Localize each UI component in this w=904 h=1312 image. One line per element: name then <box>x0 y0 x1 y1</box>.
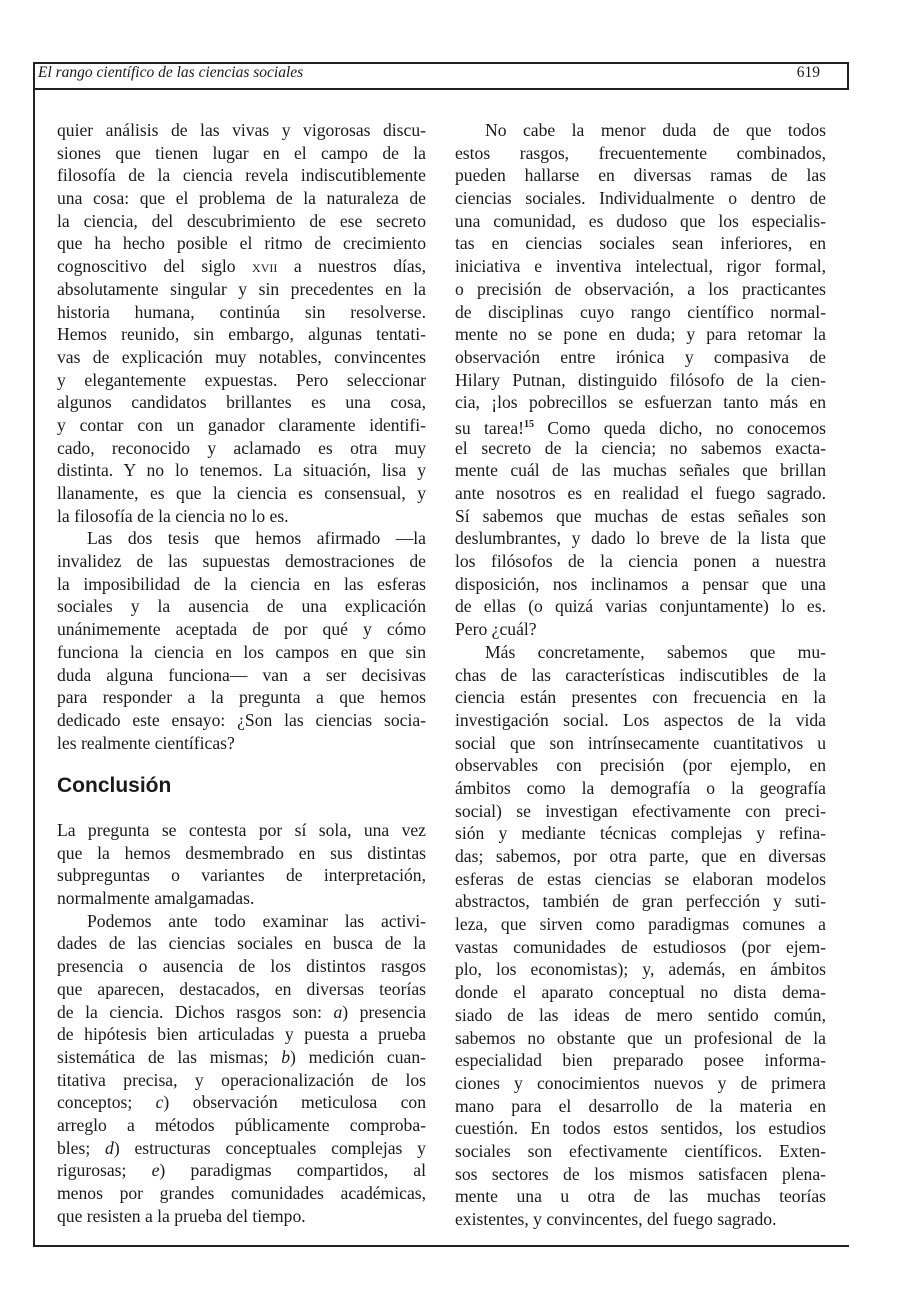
paragraph <box>455 119 826 641</box>
text-line: los filósofos de la ciencia ponen a nuestra <box>455 551 826 572</box>
enumeration-letter: b <box>281 1046 290 1067</box>
text-segment: bles; <box>57 1137 106 1158</box>
enumeration-letter: e <box>151 1160 160 1181</box>
text-segment: a nuestros días, <box>277 256 426 277</box>
text-line: normalmente amalgamadas. <box>57 888 255 909</box>
text-line: que ha hecho posible el ritmo de crecimiento <box>57 233 426 254</box>
text-line: y contar con un ganador claramente identifi- <box>57 414 426 435</box>
frame-right-rule <box>847 62 849 90</box>
text-line: mente una u otra de las muchas teorías <box>455 1186 826 1207</box>
running-title: El rango científico de las ciencias sociales <box>38 64 304 81</box>
text-line: una comunidad, es dudoso que los especialis- <box>455 210 826 231</box>
text-line: observación entre irónica y compasiva de <box>455 346 826 367</box>
text-line: cia, ¡los pobrecillos se esfuerzan tanto más en <box>455 392 826 413</box>
text-line: Hilary Putnan, distinguido filósofo de la cien- <box>455 369 826 390</box>
text-segment: ) medición cuan- <box>289 1046 426 1067</box>
enumeration-letter: d <box>105 1137 114 1158</box>
text-line <box>57 1091 426 1114</box>
text-line: sociales son efectivamente científicos. Exten- <box>455 1140 826 1161</box>
paragraph <box>57 527 426 754</box>
text-line: dades de las ciencias sociales en busca de la <box>57 933 426 954</box>
text-line <box>57 1046 426 1069</box>
text-line: o precisión de observación, a los practicantes <box>455 278 826 299</box>
text-line: Podemos ante todo examinar las activi- <box>87 910 426 931</box>
text-line: iniciativa e inventiva intelectual, rigor formal, <box>455 256 826 277</box>
text-segment: xvii <box>252 256 278 277</box>
text-line: deslumbrantes, y dado lo breve de la lista que <box>455 528 826 549</box>
text-segment: ) paradigmas compartidos, al <box>159 1160 427 1181</box>
text-line: dedicado este ensayo: ¿Son las ciencias socia- <box>57 709 426 730</box>
enumeration-letter: c <box>155 1092 164 1113</box>
text-line: titativa precisa, y operacionalización de los <box>57 1069 426 1090</box>
text-segment: ) observación meticulosa con <box>163 1092 426 1113</box>
text-line: el secreto de la ciencia; no sabemos exacta- <box>455 437 826 458</box>
enumeration-letter: a <box>333 1001 343 1022</box>
text-line: quier análisis de las vivas y vigorosas discu- <box>57 120 426 140</box>
text-line: la imposibilidad de la ciencia en las esferas <box>57 573 426 594</box>
text-segment: ) presencia <box>342 1001 426 1022</box>
text-line: absolutamente singular y sin precedentes en la <box>57 278 426 299</box>
text-line: para responder a la pregunta a que hemos <box>57 687 426 708</box>
text-line: abstractos, también de gran perfección y suti- <box>455 891 826 912</box>
text-line: que aparecen, destacados, en diversas teorías <box>57 978 426 999</box>
text-line: de hipótesis bien articuladas y puesta a prueba <box>57 1024 426 1045</box>
text-line: observables con precisión (por ejemplo, en <box>455 755 826 776</box>
text-segment: cognoscitivo del siglo <box>57 256 253 277</box>
text-line: sabemos no obstante que un profesional de la <box>455 1027 826 1048</box>
text-line: les realmente científicas? <box>57 732 235 753</box>
paragraph <box>455 641 826 1231</box>
text-line: menos por grandes comunidades académicas, <box>57 1183 426 1203</box>
text-line: arreglo a métodos públicamente comproba- <box>57 1114 426 1135</box>
text-line: presencia o ausencia de los distintos rasgos <box>57 956 426 977</box>
text-line <box>57 255 426 278</box>
text-line: sos sectores de los mismos satisfacen plena- <box>455 1163 826 1184</box>
text-line: ante nosotros es en realidad el fuego sagrado. <box>455 483 826 503</box>
paragraph <box>57 819 426 910</box>
frame-bottom-rule <box>33 1245 849 1247</box>
text-line: que resisten a la prueba del tiempo. <box>57 1205 306 1226</box>
text-line: subpreguntas o variantes de interpretación, <box>57 865 426 886</box>
text-line: una cosa: que el problema de la naturaleza de <box>57 188 426 209</box>
text-line: mente cuál de las muchas señales que brillan <box>455 460 826 481</box>
text-line: que la hemos desmembrado en sus distintas <box>57 842 426 863</box>
paragraph <box>57 119 426 527</box>
text-segment: Como queda dicho, no conocemos <box>534 417 826 438</box>
text-line: invalidez de las supuestas demostraciones de <box>57 551 426 572</box>
text-line: Hemos reunido, sin embargo, algunas tentati- <box>57 324 426 345</box>
text-line: estos rasgos, frecuentemente combinados, <box>455 142 826 163</box>
text-line: social) se investigan efectivamente con preci- <box>455 800 826 821</box>
text-line: mente no se pone en duda; y para retomar la <box>455 324 826 345</box>
text-segment: rigurosas; <box>57 1160 152 1181</box>
text-line: unánimemente aceptada de por qué y cómo <box>57 619 426 640</box>
text-line: siones que tienen lugar en el campo de la <box>57 142 426 163</box>
header-bottom-rule <box>33 88 849 90</box>
text-line: especialidad bien preparado posee informa- <box>455 1050 826 1071</box>
text-segment: ) estructuras conceptuales complejas y <box>113 1137 426 1158</box>
text-line: mano para el desarrollo de la materia en <box>455 1095 826 1116</box>
text-line: Más concretamente, sabemos que mu- <box>485 641 826 662</box>
text-line: llanamente, es que la ciencia es consensual, y <box>57 483 426 503</box>
left-column-bottom <box>57 819 426 1227</box>
text-line <box>57 1001 426 1024</box>
text-line: existentes, y convincentes, del fuego sagrado. <box>455 1209 777 1229</box>
text-line: filosofía de la ciencia revela indiscutiblemente <box>57 165 426 186</box>
text-line: ciones y conocimientos nuevos y de primera <box>455 1072 826 1093</box>
text-line: pueden hallarse en diversas ramas de las <box>455 165 826 186</box>
text-line: leza, que sirven como paradigmas comunes a <box>455 914 826 935</box>
text-line: siado de las ideas de mero sentido común, <box>455 1004 826 1025</box>
right-column <box>455 119 826 1231</box>
text-line: de disciplinas cuyo rango científico normal- <box>455 301 826 322</box>
text-line: das; sabemos, por otra parte, que en diversas <box>455 846 826 866</box>
text-line: la ciencia, del descubrimiento de ese secreto <box>57 210 426 231</box>
text-line: ciencias sociales. Individualmente o dentro de <box>455 188 826 209</box>
text-line: donde el aparato conceptual no dista dema- <box>455 982 826 1003</box>
text-line: ámbitos como la demografía o la geografía <box>455 777 826 798</box>
text-line <box>57 1137 426 1160</box>
text-line: y elegantemente expuestas. Pero seleccionar <box>57 369 426 390</box>
text-line: distinta. Y no lo tenemos. La situación, lisa y <box>57 460 426 481</box>
text-line: historia humana, continúa sin resolverse. <box>57 301 426 322</box>
text-line: chas de las características indiscutibles de la <box>455 664 826 685</box>
text-line: de ellas (o quizá varias conjuntamente) lo es. <box>455 596 826 617</box>
text-line: vastas comunidades de estudiosos (por ejem- <box>455 936 826 957</box>
text-line: tas en ciencias sociales sean inferiores, en <box>455 233 826 254</box>
page-number: 619 <box>796 64 820 81</box>
text-line: cuestión. En todos estos sentidos, los estudios <box>455 1118 826 1139</box>
text-segment: su tarea! <box>455 417 525 438</box>
text-line <box>57 1159 426 1182</box>
text-line: social que son intrínsecamente cuantitativos u <box>455 732 826 753</box>
text-line: ciencia están presentes con frecuencia en la <box>455 687 826 708</box>
text-line: No cabe la menor duda de que todos <box>485 120 826 140</box>
text-line: investigación social. Los aspectos de la vida <box>455 709 826 730</box>
text-line: esferas de estas ciencias se elaboran modelos <box>455 868 826 889</box>
text-line: sión y mediante técnicas complejas y refina- <box>455 823 826 844</box>
text-line: vas de explicación muy notables, convincentes <box>57 346 426 367</box>
text-line: sociales y la ausencia de una explicación <box>57 596 426 617</box>
text-line: Las dos tesis que hemos afirmado —la <box>87 528 426 549</box>
text-segment: conceptos; <box>57 1092 156 1113</box>
text-line: cado, reconocido y aclamado es otra muy <box>57 437 426 458</box>
paragraph <box>57 910 426 1228</box>
text-line: funciona la ciencia en los campos en que sin <box>57 641 426 662</box>
text-line: disposición, nos inclinamos a pensar que una <box>455 573 826 594</box>
footnote-reference: 15 <box>524 418 535 430</box>
text-segment: sistemática de las mismas; <box>57 1046 282 1067</box>
left-column-top <box>57 119 426 754</box>
frame-left-rule <box>33 62 35 1246</box>
text-line: Sí sabemos que muchas de estas señales son <box>455 505 826 526</box>
text-line <box>455 414 826 437</box>
text-segment: de la ciencia. Dichos rasgos son: <box>57 1001 334 1022</box>
text-line: la filosofía de la ciencia no lo es. <box>57 505 289 526</box>
text-line: Pero ¿cuál? <box>455 619 537 640</box>
text-line: plo, los economistas); y, además, en ámbitos <box>455 959 826 980</box>
text-line: duda alguna funciona— van a ser decisivas <box>57 664 426 685</box>
text-line: algunos candidatos brillantes es una cosa, <box>57 392 426 413</box>
section-heading: Conclusión <box>57 774 172 797</box>
text-line: La pregunta se contesta por sí sola, una vez <box>57 820 426 840</box>
